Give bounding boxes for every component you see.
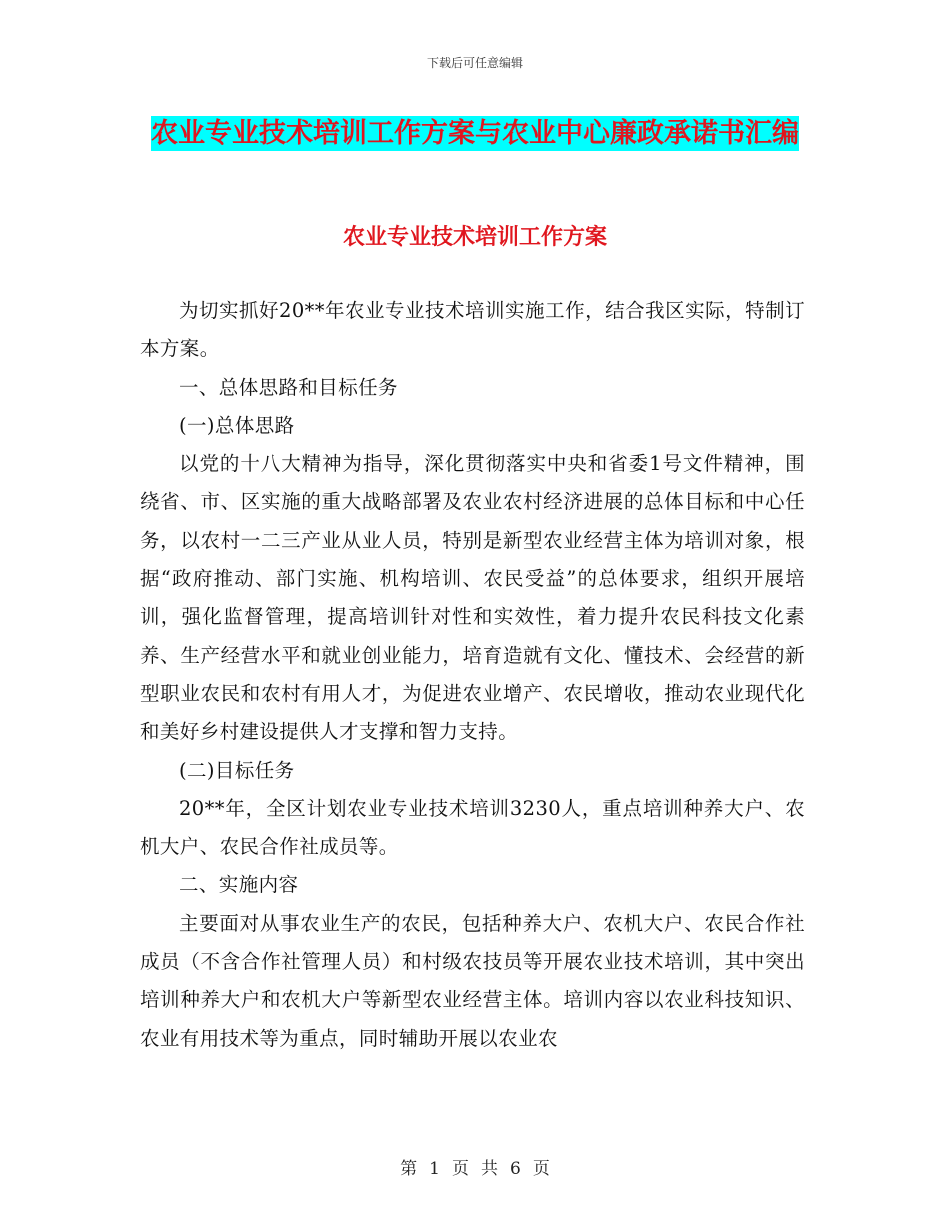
- heading-overall-approach: 一、总体思路和目标任务: [179, 375, 398, 399]
- subheading-overall-idea: (一)总体思路: [179, 413, 295, 437]
- header-note: 下载后可任意编辑: [426, 56, 523, 70]
- page-current: 1: [429, 1159, 440, 1179]
- paragraph-implementation: 主要面对从事农业生产的农民，包括种养大户、农机大户、农民合作社成员（不含合作社管理人员）和村级农技员等开展农业技术培训，其中突出培训种养大户和农机大户等新型农业经营主体。培训内容以农业科技知识、农业有用技术等为重点，同时辅助开展以农业农: [140, 911, 805, 1050]
- page-mid: 页: [452, 1159, 469, 1179]
- paragraph-target-tasks: 20**年，全区计划农业专业技术培训3230人，重点培训种养大户、农机大户、农民合作社成员等。: [140, 796, 805, 859]
- document-title-text: 农业专业技术培训工作方案与农业中心廉政承诺书汇编: [151, 118, 799, 149]
- page-total: 6: [510, 1159, 521, 1179]
- heading-implementation: 二、实施内容: [179, 873, 299, 897]
- document-body: [140, 292, 805, 1058]
- page-prefix: 第: [400, 1159, 418, 1179]
- page-total-prefix: 共: [481, 1159, 498, 1179]
- section-title: 农业专业技术培训工作方案: [342, 225, 607, 250]
- document-title: [140, 110, 810, 158]
- page-suffix: 页: [532, 1159, 550, 1179]
- page-number-footer: [0, 1154, 950, 1179]
- paragraph-intro: 为切实抓好20**年农业专业技术培训实施工作，结合我区实际，特制订本方案。: [140, 299, 805, 361]
- paragraph-overall-idea: 以党的十八大精神为指导，深化贯彻落实中央和省委1号文件精神，围绕省、市、区实施的重大战略部署及农业农村经济进展的总体目标和中心任务，以农村一二三产业从业人员，特别是新型农业经营主体为培训对象，根据“政府推动、部门实施、机构培训、农民受益”的总体要求，组织开展培训，强化监督管理，提高培训针对性和实效性，着力提升农民科技文化素养、生产经营水平和就业创业能力，培育造就有文化、懂技术、会经营的新型职业农民和农村有用人才，为促进农业增产、农民增收，推动农业现代化和美好乡村建设提供人才支撑和智力支持。: [140, 452, 805, 744]
- subheading-target-tasks: (二)目标任务: [179, 758, 295, 782]
